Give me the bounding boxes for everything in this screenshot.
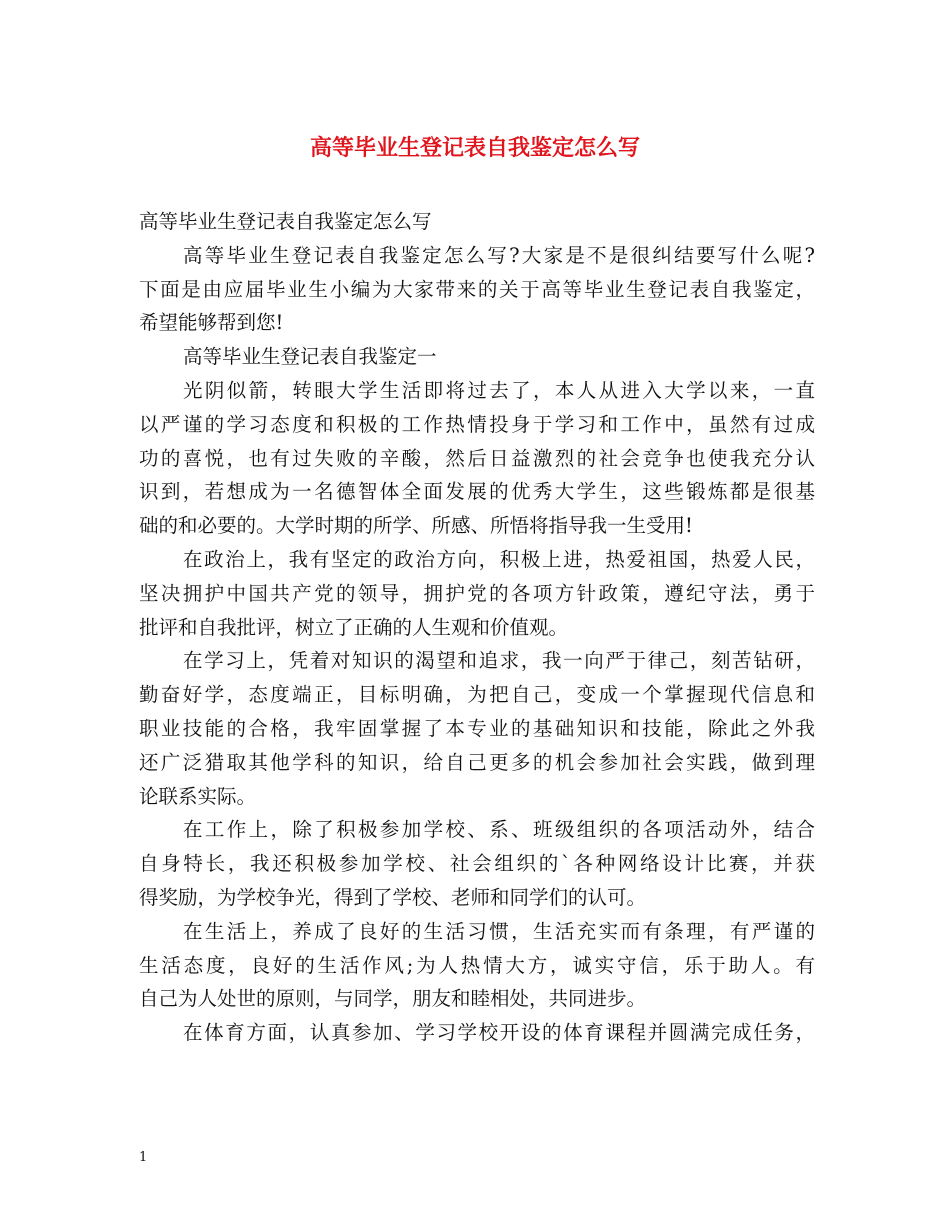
body-line: 高等毕业生登记表自我鉴定怎么写	[139, 210, 432, 233]
body-line: 光阴似箭，转眼大学生活即将过去了，本人从进入大学以来，一直	[183, 378, 815, 402]
body-line: 在学习上，凭着对知识的渴望和追求，我一向严于律己，刻苦钻研，	[183, 649, 815, 673]
body-line: 在生活上，养成了良好的生活习惯，生活充实而有条理，有严谨的	[183, 919, 815, 943]
body-line: 识到，若想成为一名德智体全面发展的优秀大学生，这些锻炼都是很基	[139, 480, 815, 504]
document-title: 高等毕业生登记表自我鉴定怎么写	[309, 135, 640, 161]
document-body	[139, 205, 815, 1050]
body-line: 还广泛猎取其他学科的知识，给自己更多的机会参加社会实践，做到理	[139, 750, 815, 774]
body-line: 在政治上，我有坚定的政治方向，积极上进，热爱祖国，热爱人民，	[183, 547, 815, 571]
body-line: 得奖励，为学校争光，得到了学校、老师和同学们的认可。	[139, 885, 647, 909]
body-line: 论联系实际。	[139, 784, 257, 808]
section-heading: 高等毕业生登记表自我鉴定一	[183, 345, 437, 369]
body-line: 自身特长，我还积极参加学校、社会组织的`各种网络设计比赛，并获	[139, 852, 815, 876]
body-line: 在体育方面，认真参加、学习学校开设的体育课程并圆满完成任务，	[183, 1021, 815, 1045]
body-line: 勤奋好学，态度端正，目标明确，为把自己，变成一个掌握现代信息和	[139, 683, 815, 707]
body-line: 自己为人处世的原则，与同学，朋友和睦相处，共同进步。	[139, 987, 647, 1011]
body-line: 批评和自我批评，树立了正确的人生观和价值观。	[139, 615, 569, 639]
body-line: 以严谨的学习态度和积极的工作热情投身于学习和工作中，虽然有过成	[139, 412, 815, 436]
body-line: 高等毕业生登记表自我鉴定怎么写?大家是不是很纠结要写什么呢?	[183, 243, 815, 267]
body-line: 在工作上，除了积极参加学校、系、班级组织的各项活动外，结合	[183, 818, 815, 842]
body-line: 坚决拥护中国共产党的领导，拥护党的各项方针政策，遵纪守法，勇于	[139, 581, 815, 605]
body-line: 础的和必要的。大学时期的所学、所感、所悟将指导我一生受用!	[139, 514, 693, 538]
body-line: 希望能够帮到您!	[139, 311, 284, 335]
body-line: 职业技能的合格，我牢固掌握了本专业的基础知识和技能，除此之外我	[139, 716, 815, 740]
page-number: 1	[139, 1150, 148, 1165]
body-line: 生活态度，良好的生活作风;为人热情大方，诚实守信，乐于助人。有	[139, 953, 815, 977]
body-line: 下面是由应届毕业生小编为大家带来的关于高等毕业生登记表自我鉴定，	[139, 277, 815, 301]
body-line: 功的喜悦，也有过失败的辛酸，然后日益激烈的社会竞争也使我充分认	[139, 446, 815, 470]
